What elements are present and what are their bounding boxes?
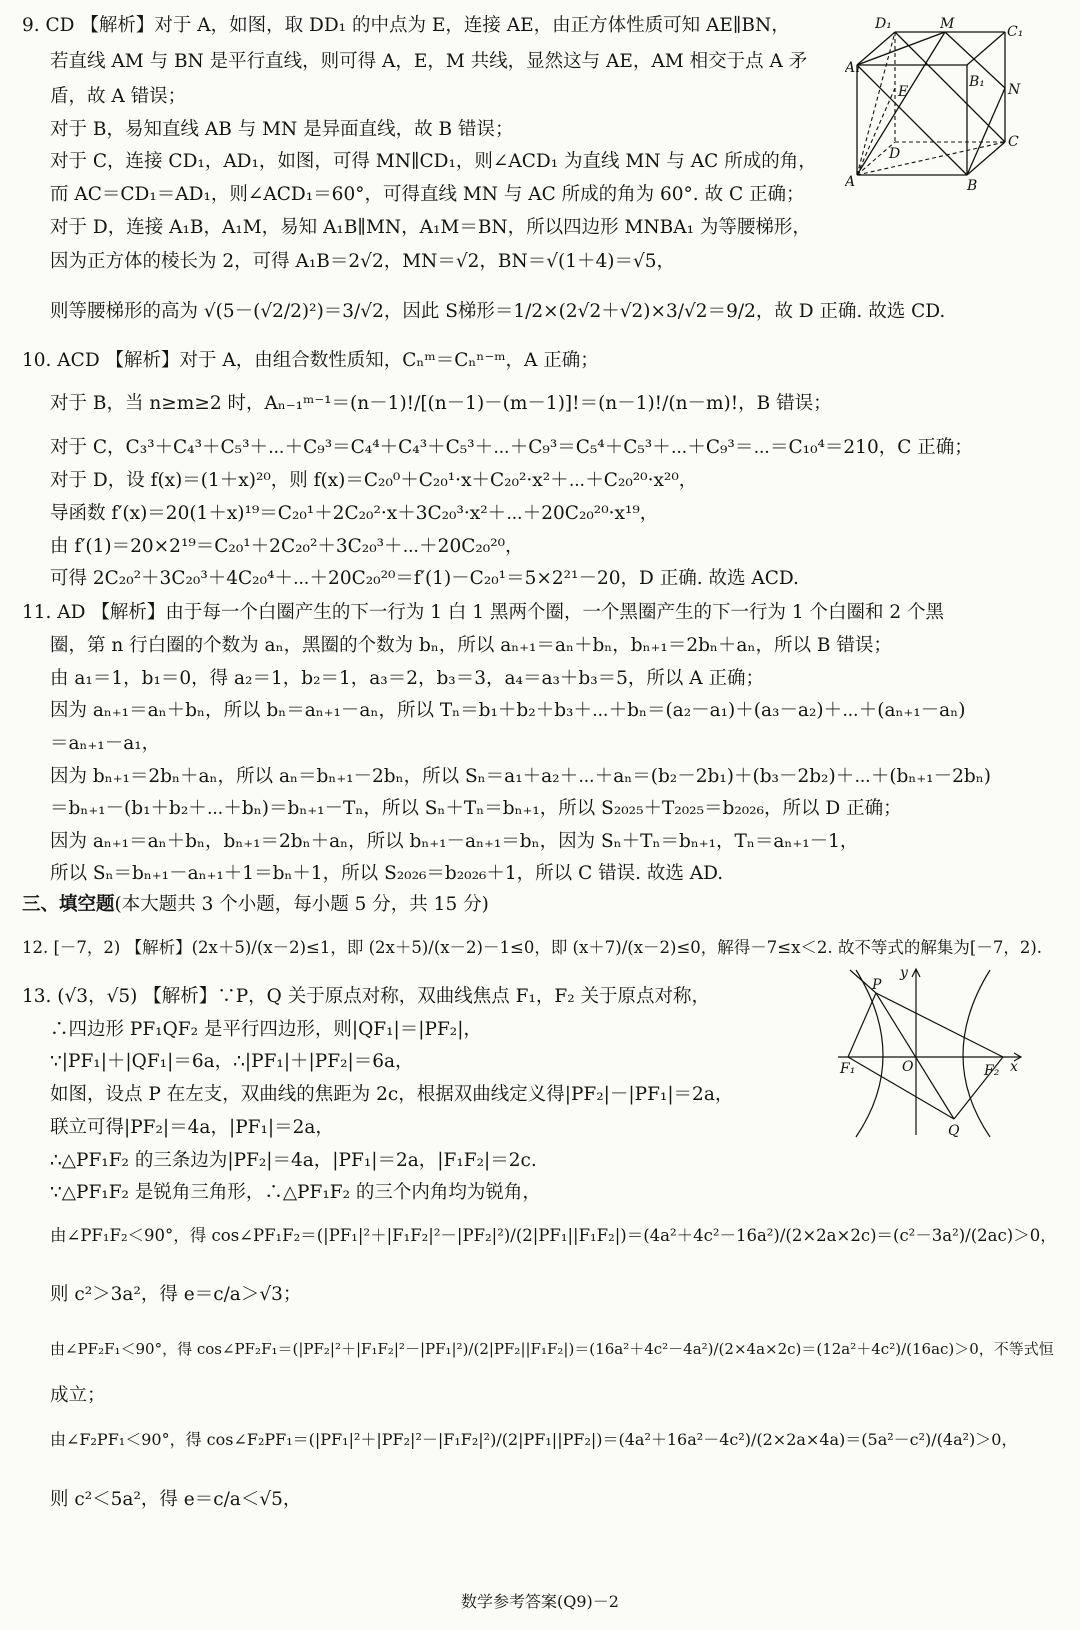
q11-line-7: ＝bₙ₊₁－(b₁＋b₂＋⋯＋bₙ)＝bₙ₊₁－Tₙ，所以 Sₙ＋Tₙ＝bₙ₊₁，所以 S₂₀₂₅＋T₂₀₂₅＝b₂₀₂₆，所以 D 正确； bbox=[50, 798, 902, 819]
q13-line-10: 由∠PF₂F₁＜90°，得 cos∠PF₂F₁＝(|PF₂|²＋|F₁F₂|²－|PF₁|²)/(2|PF₂||F₁F₂|)＝(16a²＋4c²－4a²)/(2×4a×2c)＝(12a²＋4c²)/(16ac)＞0，不等式恒 bbox=[50, 1340, 1054, 1358]
label-d: D bbox=[889, 146, 901, 162]
q10-line-1: 10. ACD 【解析】对于 A，由组合数性质知，Cₙᵐ＝Cₙⁿ⁻ᵐ，A 正确； bbox=[22, 350, 599, 371]
q9-line-7: 对于 D，连接 A₁B，A₁M，易知 A₁B∥MN，A₁M＝BN，所以四边形 MNBA₁ 为等腰梯形， bbox=[50, 217, 811, 238]
cube-figure bbox=[845, 10, 1030, 200]
q10-line-5: 导函数 f′(x)＝20(1＋x)¹⁹＝C₂₀¹＋2C₂₀²·x＋3C₂₀³·x²＋⋯＋20C₂₀²⁰·x¹⁹， bbox=[50, 503, 659, 524]
hyperbola-figure bbox=[838, 965, 1028, 1140]
q9-line-1: 9. CD 【解析】对于 A，如图，取 DD₁ 的中点为 E，连接 AE，由正方体性质可知 AE∥BN， bbox=[22, 15, 790, 36]
q9-line-9: 则等腰梯形的高为 √(5－(√2/2)²)＝3/√2，因此 S梯形＝1/2×(2√2＋√2)×3/√2＝9/2，故 D 正确. 故选 CD. bbox=[50, 301, 946, 322]
q9-line-6: 而 AC＝CD₁＝AD₁，则∠ACD₁＝60°，可得直线 MN 与 AC 所成的角为 60°. 故 C 正确； bbox=[50, 184, 805, 205]
section-title: 三、填空题 bbox=[22, 894, 115, 915]
q9-line-2: 若直线 AM 与 BN 是平行直线，则可得 A，E，M 共线，显然这与 AE，AM 相交于点 A 矛 bbox=[50, 51, 808, 72]
label-d1: D₁ bbox=[875, 16, 892, 32]
q11-line-4: 因为 aₙ₊₁＝aₙ＋bₙ，所以 bₙ＝aₙ₊₁－aₙ，所以 Tₙ＝b₁＋b₂＋b₃＋⋯＋bₙ＝(a₂－a₁)＋(a₃－a₂)＋⋯＋(aₙ₊₁－aₙ) bbox=[50, 700, 966, 721]
q11-line-9: 所以 Sₙ＝bₙ₊₁－aₙ₊₁＋1＝bₙ＋1，所以 S₂₀₂₆＝b₂₀₂₆＋1，所以 C 错误. 故选 AD. bbox=[50, 863, 724, 884]
label-c: C bbox=[1008, 134, 1019, 150]
label-p: P bbox=[872, 977, 882, 993]
q11-line-8: 因为 aₙ₊₁＝aₙ＋bₙ，bₙ₊₁＝2bₙ＋aₙ，所以 bₙ₊₁－aₙ₊₁＝bₙ，因为 Sₙ＋Tₙ＝bₙ₊₁，Tₙ＝aₙ₊₁－1， bbox=[50, 831, 859, 852]
q13-line-12: 由∠F₂PF₁＜90°，得 cos∠F₂PF₁＝(|PF₁|²＋|PF₂|²－|F₁F₂|²)/(2|PF₁||PF₂|)＝(4a²＋16a²－4c²)/(2×2a×4a)＝(5a²－c²)/(4a²)＞0， bbox=[50, 1430, 1018, 1449]
q13-line-5: 联立可得|PF₂|＝4a，|PF₁|＝2a， bbox=[50, 1117, 334, 1138]
q13-line-3: ∵|PF₁|＋|QF₁|＝6a，∴|PF₁|＋|PF₂|＝6a， bbox=[50, 1051, 414, 1072]
q13-line-13: 则 c²＜5a²，得 e＝c/a＜√5， bbox=[50, 1489, 302, 1510]
q11-line-5: ＝aₙ₊₁－a₁， bbox=[50, 733, 161, 754]
q9-line-4: 对于 B，易知直线 AB 与 MN 是异面直线，故 B 错误； bbox=[50, 119, 514, 140]
q13-line-8: 由∠PF₁F₂＜90°，得 cos∠PF₁F₂＝(|PF₁|²＋|F₁F₂|²－|PF₂|²)/(2|PF₁||F₁F₂|)＝(4a²＋4c²－16a²)/(2×2a×2c)＝(c²－3a²)/(2ac)＞0， bbox=[50, 1226, 1057, 1245]
section-heading bbox=[22, 893, 489, 916]
q9-line-5: 对于 C，连接 CD₁，AD₁，如图，可得 MN∥CD₁，则∠ACD₁ 为直线 MN 与 AC 所成的角， bbox=[50, 151, 817, 172]
label-m: M bbox=[940, 16, 955, 32]
label-a1: A₁ bbox=[845, 60, 861, 76]
q13-line-11: 成立； bbox=[50, 1385, 106, 1406]
q12-line: 12. [－7，2) 【解析】(2x＋5)/(x－2)≤1，即 (2x＋5)/(x－2)－1≤0，即 (x＋7)/(x－2)≤0，解得－7≤x＜2. 故不等式的解集为[－7，2). bbox=[22, 938, 1043, 957]
q11-line-2: 圈，第 n 行白圈的个数为 aₙ，黑圈的个数为 bₙ，所以 aₙ₊₁＝aₙ＋bₙ，bₙ₊₁＝2bₙ＋aₙ，所以 B 错误； bbox=[50, 635, 892, 656]
q11-line-1: 11. AD 【解析】由于每一个白圈产生的下一行为 1 白 1 黑两个圈，一个黑圈产生的下一行为 1 个白圈和 2 个黑 bbox=[22, 602, 945, 623]
label-a: A bbox=[845, 174, 856, 190]
q10-line-4: 对于 D，设 f(x)＝(1＋x)²⁰，则 f(x)＝C₂₀⁰＋C₂₀¹·x＋C₂₀²·x²＋⋯＋C₂₀²⁰·x²⁰， bbox=[50, 470, 698, 491]
label-y: y bbox=[900, 965, 908, 981]
label-n: N bbox=[1008, 82, 1021, 98]
label-b: B bbox=[967, 178, 978, 194]
label-b1: B₁ bbox=[969, 74, 985, 90]
q13-line-7: ∵△PF₁F₂ 是锐角三角形，∴△PF₁F₂ 的三个内角均为锐角， bbox=[50, 1182, 541, 1203]
q13-line-4: 如图，设点 P 在左支，双曲线的焦距为 2c，根据双曲线定义得|PF₂|－|PF₁|＝2a， bbox=[50, 1084, 734, 1105]
q10-line-2: 对于 B，当 n≥m≥2 时，Aₙ₋₁ᵐ⁻¹＝(n－1)!/[(n－1)－(m－1)]!＝(n－1)!/(n－m)!，B 错误； bbox=[50, 393, 832, 414]
label-f2: F₂ bbox=[984, 1063, 1000, 1079]
q13-line-6: ∴△PF₁F₂ 的三条边为|PF₂|＝4a，|PF₁|＝2a，|F₁F₂|＝2c. bbox=[50, 1150, 537, 1171]
label-q: Q bbox=[948, 1123, 960, 1139]
q10-line-6: 由 f′(1)＝20×2¹⁹＝C₂₀¹＋2C₂₀²＋3C₂₀³＋⋯＋20C₂₀²⁰， bbox=[50, 536, 524, 557]
q13-line-1: 13. (√3，√5) 【解析】∵P，Q 关于原点对称，双曲线焦点 F₁，F₂ 关于原点对称， bbox=[22, 986, 710, 1007]
q9-line-8: 因为正方体的棱长为 2，可得 A₁B＝2√2，MN＝√2，BN＝√(1＋4)＝√5， bbox=[50, 251, 676, 272]
q13-line-2: ∴四边形 PF₁QF₂ 是平行四边形，则|QF₁|＝|PF₂|， bbox=[50, 1019, 482, 1040]
q10-line-3: 对于 C，C₃³＋C₄³＋C₅³＋⋯＋C₉³＝C₄⁴＋C₄³＋C₅³＋⋯＋C₉³＝C₅⁴＋C₅³＋⋯＋C₉³＝⋯＝C₁₀⁴＝210，C 正确； bbox=[50, 437, 973, 458]
label-e: E bbox=[898, 84, 909, 100]
label-c1: C₁ bbox=[1007, 24, 1024, 40]
label-f1: F₁ bbox=[840, 1061, 856, 1077]
q10-line-7: 可得 2C₂₀²＋3C₂₀³＋4C₂₀⁴＋⋯＋20C₂₀²⁰＝f′(1)－C₂₀¹＝5×2²¹－20，D 正确. 故选 ACD. bbox=[50, 568, 799, 589]
section-subtitle: (本大题共 3 个小题，每小题 5 分，共 15 分) bbox=[114, 894, 489, 915]
q11-line-3: 由 a₁＝1，b₁＝0，得 a₂＝1，b₂＝1，a₃＝2，b₃＝3，a₄＝a₃＋b₃＝5，所以 A 正确； bbox=[50, 668, 765, 689]
page-footer: 数学参考答案(Q9)－2 bbox=[461, 1592, 619, 1611]
label-x: x bbox=[1010, 1059, 1018, 1075]
q11-line-6: 因为 bₙ₊₁＝2bₙ＋aₙ，所以 aₙ＝bₙ₊₁－2bₙ，所以 Sₙ＝a₁＋a₂＋⋯＋aₙ＝(b₂－2b₁)＋(b₃－2b₂)＋⋯＋(bₙ₊₁－2bₙ) bbox=[50, 766, 991, 787]
q13-line-9: 则 c²＞3a²，得 e＝c/a＞√3； bbox=[50, 1284, 302, 1305]
label-o: O bbox=[902, 1059, 914, 1075]
q9-line-3: 盾，故 A 错误； bbox=[50, 86, 187, 107]
